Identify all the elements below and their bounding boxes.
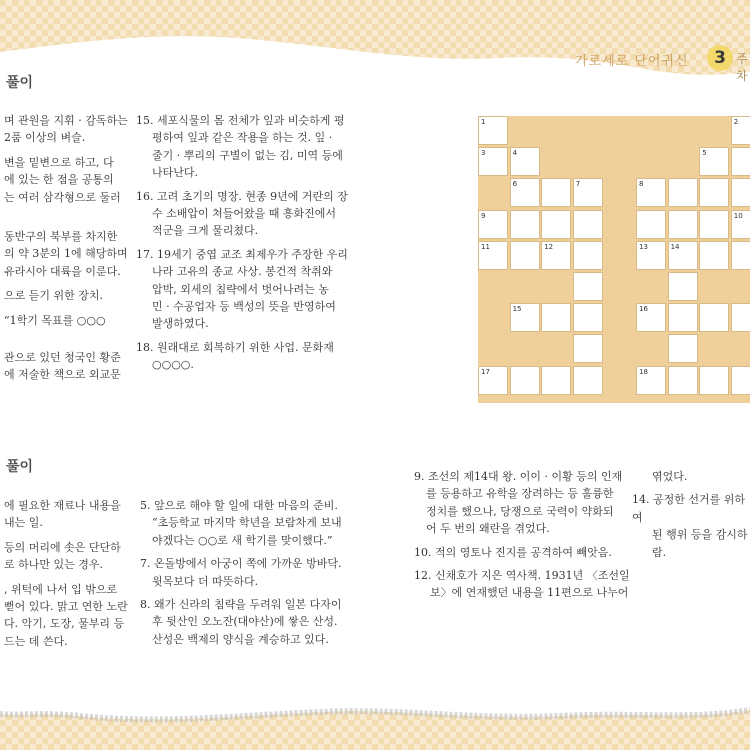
- grid-cell[interactable]: [636, 241, 666, 270]
- grid-cell[interactable]: [731, 210, 750, 239]
- grid-cell-number: 12: [544, 242, 554, 251]
- clue-line: 내는 일.: [4, 516, 43, 530]
- clue-line: 적군을 크게 물리쳤다.: [152, 224, 259, 238]
- clue-line: 5. 앞으로 해야 할 일에 대한 마음의 준비.: [140, 499, 338, 512]
- clue-line: 뻗어 있다. 맑고 연한 노란: [4, 600, 128, 614]
- clue-line: 14. 공정한 선거를 위하여: [632, 493, 745, 524]
- clue-line: , 위턱에 나서 입 밖으로: [4, 582, 118, 596]
- grid-cell[interactable]: [668, 272, 698, 301]
- grid-cell[interactable]: [541, 241, 571, 270]
- grid-cell-number: 3: [481, 149, 486, 158]
- clue-line: 17. 19세기 중엽 교조 최제우가 주장한 우리: [136, 247, 348, 261]
- clue-line: 수 소배압이 쳐들어왔을 때 흥화진에서: [152, 207, 337, 221]
- clue-line: 8. 왜가 신라의 침략을 두려워 일본 다자이: [140, 598, 342, 612]
- grid-cell-number: 8: [639, 180, 644, 189]
- grid-cell-number: 14: [670, 242, 680, 251]
- grid-cell-number: 4: [512, 149, 518, 158]
- grid-cell-number: 6: [512, 180, 518, 189]
- clue-line: 7. 온돌방에서 아궁이 쪽에 가까운 방바닥.: [140, 557, 342, 571]
- grid-cell[interactable]: [541, 210, 571, 239]
- grid-cell[interactable]: [478, 366, 508, 395]
- week-label: 주차: [736, 52, 748, 83]
- clue-line: 압박, 외세의 침략에서 벗어나려는 농: [152, 282, 329, 296]
- clue-line: 에 필요한 재료나 내용을: [4, 499, 121, 512]
- grid-cell[interactable]: [510, 366, 540, 395]
- clue-line: 보〉에 연재했던 내용을 11편으로 나누어: [430, 586, 629, 600]
- grid-cell-number: 13: [639, 242, 648, 251]
- clue-line: 어 두 번의 왜란을 겪었다.: [426, 522, 550, 536]
- grid-cell[interactable]: [573, 210, 603, 239]
- clue-line: 의 약 3분의 1에 해당하며: [4, 247, 128, 261]
- grid-cell[interactable]: [699, 210, 729, 239]
- clue-line: 민 · 수공업자 등 백성의 뜻을 반영하여: [152, 300, 336, 314]
- grid-cell-number: 9: [481, 211, 486, 220]
- clue-line: 된 행위 등을 감시하: [652, 528, 748, 542]
- clue-line: 후 뒷산인 오노잔(대야산)에 쌓은 산성.: [152, 615, 338, 629]
- grid-cell[interactable]: [478, 147, 508, 176]
- bottom-mid-clues: [140, 497, 370, 648]
- chapter-header: [555, 42, 750, 83]
- clue-line: 9. 조선의 제14대 왕. 이이 · 이황 등의 인재: [414, 470, 623, 483]
- section-title-top: 풀이: [6, 75, 34, 91]
- grid-cell[interactable]: [573, 334, 603, 363]
- clue-line: “1학기 목표를 ○○○: [4, 313, 106, 327]
- clue-line: 관으로 있던 청국인 황준: [4, 351, 121, 365]
- grid-cell[interactable]: [573, 272, 603, 301]
- grid-cell[interactable]: [668, 366, 698, 395]
- grid-cell[interactable]: [478, 210, 508, 239]
- clue-line: 야겠다는 ○○로 새 학기를 맞이했다.”: [152, 533, 333, 547]
- clue-line: 는 여러 삼각형으로 둘러: [4, 190, 121, 204]
- section-title-bottom: 풀이: [6, 459, 34, 475]
- grid-cell[interactable]: [541, 178, 571, 207]
- grid-cell[interactable]: [731, 303, 750, 332]
- grid-cell-number: 16: [639, 305, 648, 314]
- grid-cell[interactable]: [573, 366, 603, 395]
- grid-cell[interactable]: [541, 366, 571, 395]
- clue-line: 으로 듣기 위한 장치.: [4, 289, 103, 303]
- grid-cell[interactable]: [573, 303, 603, 332]
- grid-cell[interactable]: [731, 178, 750, 207]
- clue-line: 엮었다.: [652, 470, 688, 483]
- grid-cell[interactable]: [668, 303, 698, 332]
- clue-line: 발생하였다.: [152, 317, 209, 331]
- grid-cell[interactable]: [636, 178, 666, 207]
- crossword-grid: [478, 116, 750, 403]
- clue-line: 람.: [652, 545, 667, 559]
- grid-cell[interactable]: [668, 241, 698, 270]
- grid-cell[interactable]: [478, 241, 508, 270]
- grid-cell[interactable]: [699, 178, 729, 207]
- clue-line: 에 저술한 책으로 외교문: [4, 368, 121, 382]
- clue-line: 로 하나만 있는 경우.: [4, 558, 103, 572]
- clue-line: 며 관원을 지휘 · 감독하는: [4, 114, 128, 127]
- clue-line: 2품 이상의 벼슬.: [4, 131, 86, 145]
- grid-cell[interactable]: [731, 241, 750, 270]
- grid-cell[interactable]: [510, 178, 540, 207]
- grid-cell-number: 17: [481, 367, 490, 376]
- bottom-right-clues: [414, 468, 642, 602]
- clue-line: 다. 악기, 도장, 물부리 등: [4, 617, 125, 631]
- clue-line: 변을 밑변으로 하고, 다: [4, 155, 114, 169]
- clue-line: 나타난다.: [152, 166, 199, 180]
- top-left-clues: [4, 112, 129, 384]
- clue-line: 평하여 잎과 같은 작용을 하는 것. 잎 ·: [152, 131, 333, 145]
- grid-cell-number: 11: [481, 242, 490, 251]
- clue-line: 동반구의 북부를 차지한: [4, 230, 118, 244]
- clue-line: 산성은 백제의 양식을 계승하고 있다.: [152, 632, 329, 646]
- grid-cell[interactable]: [668, 210, 698, 239]
- clue-line: 에 있는 한 점을 공통의: [4, 173, 114, 187]
- clue-line: 드는 데 쓴다.: [4, 634, 68, 648]
- clue-line: 줄기 · 뿌리의 구별이 없는 김, 미역 등에: [152, 148, 343, 162]
- chapter-title: 가로세로 단어귀신: [575, 54, 689, 69]
- clue-line: 유라시아 대륙을 이룬다.: [4, 264, 121, 278]
- clue-line: 15. 세포식물의 몸 전체가 잎과 비슷하게 평: [136, 114, 345, 127]
- grid-cell[interactable]: [510, 241, 540, 270]
- clue-line: 를 등용하고 유학을 장려하는 등 훌륭한: [426, 487, 614, 501]
- grid-cell[interactable]: [478, 116, 508, 145]
- grid-cell[interactable]: [731, 147, 750, 176]
- grid-cell[interactable]: [699, 303, 729, 332]
- clue-line: 12. 신채호가 지은 역사책. 1931년 〈조선일: [414, 569, 630, 583]
- clue-line: 18. 원래대로 회복하기 위한 사업. 문화재: [136, 340, 334, 354]
- grid-cell[interactable]: [699, 147, 729, 176]
- grid-cell[interactable]: [510, 147, 540, 176]
- grid-cell-number: 15: [512, 305, 522, 314]
- grid-cell-number: 10: [733, 211, 743, 220]
- clue-line: 10. 적의 영토나 진지를 공격하여 빼앗음.: [414, 545, 612, 559]
- grid-cell[interactable]: [668, 178, 698, 207]
- grid-cell[interactable]: [699, 241, 729, 270]
- clue-line: 나라 고유의 종교 사상. 봉건적 착취와: [152, 265, 333, 279]
- grid-cell-number: 1: [481, 118, 486, 126]
- bottom-left-clues: [4, 497, 129, 650]
- grid-cell[interactable]: [636, 366, 666, 395]
- grid-cell[interactable]: [510, 210, 540, 239]
- clue-line: “초등학교 마지막 학년을 보람차게 보내: [152, 516, 342, 530]
- grid-cell[interactable]: [636, 303, 666, 332]
- clue-line: 등의 머리에 솟은 단단하: [4, 540, 121, 554]
- grid-cell[interactable]: [668, 334, 698, 363]
- grid-cell-number: 2: [733, 118, 739, 126]
- bottom-far-right-clues: [632, 468, 750, 561]
- clue-line: 윗목보다 더 따뜻하다.: [152, 574, 259, 588]
- grid-cell[interactable]: [510, 303, 540, 332]
- grid-cell-number: 7: [575, 180, 581, 189]
- week-number-badge: 3: [707, 45, 733, 71]
- top-mid-clues: [136, 112, 358, 374]
- clue-line: 정치를 했으나, 당쟁으로 국력이 약화되: [426, 504, 614, 518]
- grid-cell[interactable]: [699, 366, 729, 395]
- grid-cell-number: 5: [702, 149, 707, 158]
- grid-cell[interactable]: [573, 178, 603, 207]
- clue-line: 16. 고려 초기의 명장. 현종 9년에 거란의 장: [136, 189, 348, 203]
- grid-cell[interactable]: [541, 303, 571, 332]
- grid-cell-number: 18: [639, 367, 648, 376]
- clue-line: ○○○○.: [152, 358, 194, 372]
- grid-cell[interactable]: [731, 366, 750, 395]
- grid-cell[interactable]: [636, 210, 666, 239]
- grid-cell[interactable]: [731, 116, 750, 145]
- grid-cell[interactable]: [573, 241, 603, 270]
